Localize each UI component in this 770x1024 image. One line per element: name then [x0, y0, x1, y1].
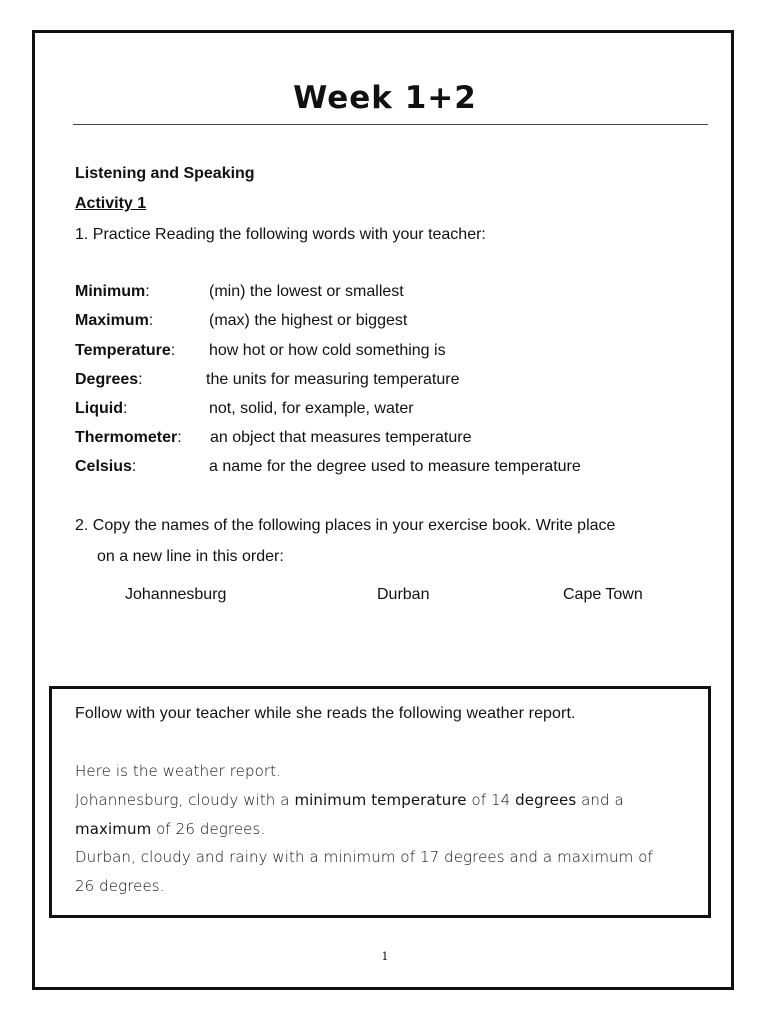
vocab-term: Temperature: — [75, 342, 176, 359]
section-heading: Listening and Speaking — [75, 165, 255, 182]
report-line: Durban, cloudy and rainy with a minimum of 17 degrees and a maximum of — [75, 848, 653, 866]
page-title: Week 1+2 — [293, 80, 477, 116]
place-name: Durban — [377, 586, 430, 603]
vocab-term: Celsius: — [75, 458, 137, 475]
vocab-term: Minimum: — [75, 283, 150, 300]
report-intro: Follow with your teacher while she reads the following weather report. — [75, 705, 576, 722]
place-name: Johannesburg — [125, 586, 227, 603]
activity-heading: Activity 1 — [75, 195, 147, 212]
report-line: Johannesburg, cloudy with a minimum temperature of 14 degrees and a — [75, 791, 624, 809]
highlight-term: maximum — [75, 820, 152, 838]
vocab-definition: not, solid, for example, water — [209, 400, 414, 417]
highlight-term: minimum temperature — [294, 791, 467, 809]
report-line: Here is the weather report. — [75, 762, 281, 780]
vocab-definition: how hot or how cold something is — [209, 342, 446, 359]
instruction-1: 1. Practice Reading the following words with your teacher: — [75, 226, 486, 243]
vocab-term: Maximum: — [75, 312, 154, 329]
vocab-definition: the units for measuring temperature — [206, 371, 460, 388]
vocab-term: Degrees: — [75, 371, 143, 388]
title-divider — [73, 124, 708, 125]
place-name: Cape Town — [563, 586, 643, 603]
instruction-2: 2. Copy the names of the following places in your exercise book. Write place — [75, 517, 616, 534]
vocab-definition: (min) the lowest or smallest — [209, 283, 404, 300]
vocab-term: Thermometer: — [75, 429, 182, 446]
vocab-definition: a name for the degree used to measure temperature — [209, 458, 581, 475]
vocab-definition: (max) the highest or biggest — [209, 312, 408, 329]
vocab-definition: an object that measures temperature — [210, 429, 472, 446]
report-line: maximum of 26 degrees. — [75, 820, 266, 838]
instruction-2-continued: on a new line in this order: — [97, 548, 284, 565]
report-line: 26 degrees. — [75, 877, 165, 895]
vocab-term: Liquid: — [75, 400, 128, 417]
page-number: 1 — [381, 950, 389, 963]
highlight-term: degrees — [515, 791, 577, 809]
